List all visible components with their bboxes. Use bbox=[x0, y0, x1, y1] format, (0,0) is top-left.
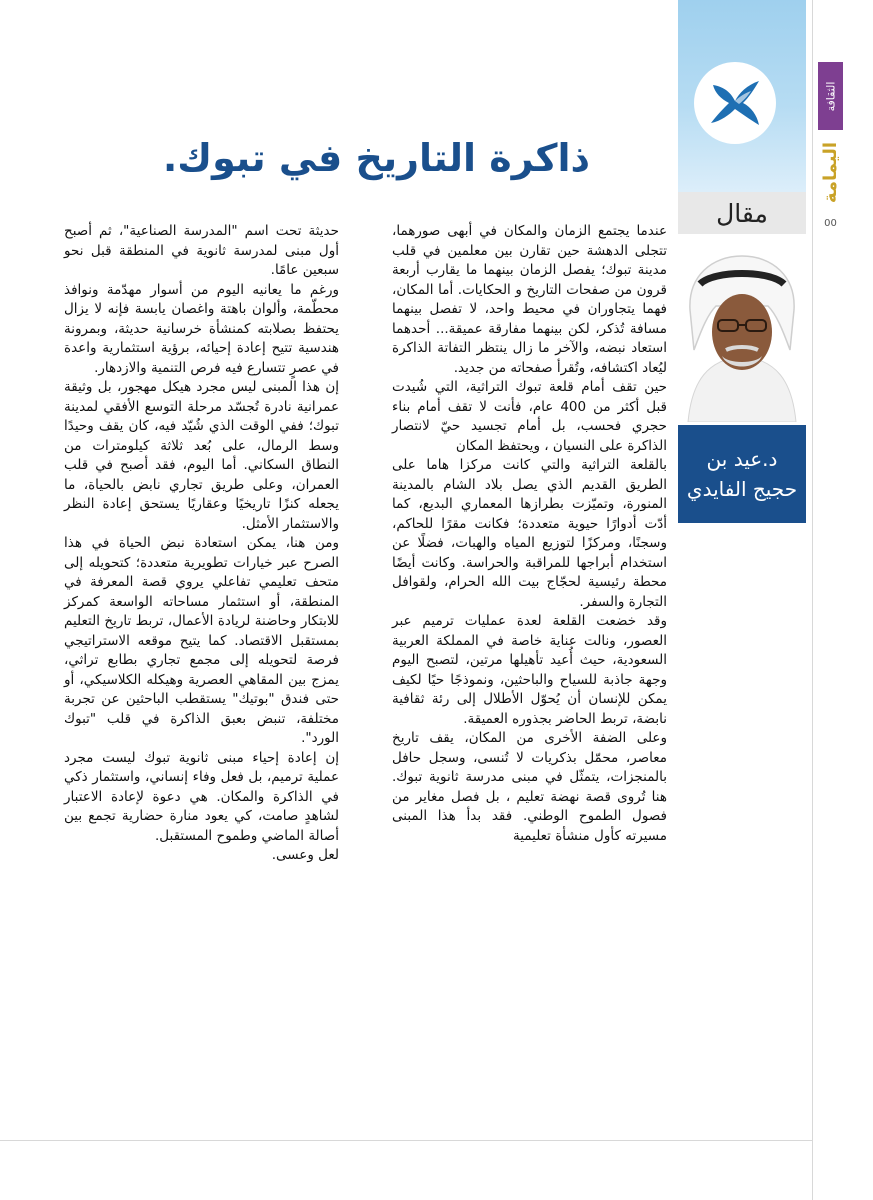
page-edge-line bbox=[812, 0, 813, 1200]
paragraph: ورغم ما يعانيه اليوم من أسوار مهدّمة ونوافذ محطّمة، وألوان باهتة واغصان يابسة فإنه لا يزال يحتفظ بصلابته كمنشأة خرسانية حديثة، وبمرونة هندسية تتيح إعادة إحيائه، برؤية استثمارية واعدة في عصرٍ تتسارع فيه فرص التنمية والازدهار. bbox=[64, 281, 339, 376]
section-tab-label: الثقافة bbox=[824, 81, 837, 111]
paragraph: حين تقف أمام قلعة تبوك التراثية، التي شُيدت قبل أكثر من 400 عام، فأنت لا تقف أمام بناء حجري فحسب، بل أمام تجسيد حيّ لانتصار الذاكرة على النسيان ، ويحتفظ المكان bbox=[392, 379, 667, 454]
author-name: د.عيد بن حجيج الفايدي bbox=[686, 447, 798, 501]
paragraph: وعلى الضفة الأخرى من المكان، يقف تاريخ معاصر، محمّل بذكريات لا تُنسى، وسجل حافل بالمنجزات، يتمثّل في مبنى مدرسة ثانوية تبوك. هنا تُروى قصة نهضة تعليم ، بل فصل مغاير من فصول الطموح الوطني. فقد بدأ هذا المبنى مسيرته كأول منشأة تعليمية bbox=[392, 730, 667, 844]
stylized-bird-icon bbox=[705, 73, 765, 133]
category-box bbox=[678, 192, 806, 234]
article-title: ذاكرة التاريخ في تبوك. bbox=[162, 136, 590, 180]
paragraph: إن هذا المبنى ليس مجرد هيكل مهجور، بل وثيقة عمرانية نادرة تُجسّد مرحلة التوسع الأفقي لمدينة تبوك؛ ففي الوقت الذي شُيّد فيه، كان يقف وحيدًا وسط الرمال، على بُعد ثلاثة كيلومترات من النطاق السكاني. أما اليوم، فقد أصبح في قلب العمران، وعلى طريق تجاري نابض بالحياة، ما يجعله كنزًا تاريخيًا وعقاريًا يستحق إعادة النظر والاستثمار الأمثل. bbox=[64, 379, 339, 532]
paragraph: وقد خضعت القلعة لعدة عمليات ترميم عبر العصور، ونالت عناية خاصة في المملكة العربية السعودية، حيث أُعيد تأهيلها مرتين، لتصبح اليوم وجهة جاذبة للسياح والباحثين، ونموذجًا حيًا لكيف يمكن للإنسان أن يُحوّل الأطلال إلى رئة ثقافية نابضة، تربط الحاضر بجذوره العميقة. bbox=[392, 613, 667, 727]
magazine-brand bbox=[818, 134, 843, 210]
category-label: مقال bbox=[716, 198, 768, 228]
page-bottom-line bbox=[0, 1140, 813, 1141]
article-column-right bbox=[392, 222, 667, 846]
page-number: 00 bbox=[824, 218, 837, 229]
author-portrait bbox=[678, 240, 806, 422]
author-name-box bbox=[678, 425, 806, 523]
author-photo bbox=[678, 240, 806, 422]
paragraph: حديثة تحت اسم "المدرسة الصناعية"، ثم أصبح أول مبنى لمدرسة ثانوية في المنطقة قبل نحو سبعين عامًا. bbox=[64, 223, 339, 278]
paragraph: إن إعادة إحياء مبنى ثانوية تبوك ليست مجرد عملية ترميم، بل فعل وفاء إنساني، واستثمار ذكي في الذاكرة والمكان. هي دعوة لإعادة الاعتبار لشاهدٍ صامت، كي يعود منارة حضارية تجمع بين أصالة الماضي وطموح المستقبل. bbox=[64, 749, 339, 844]
paragraph: بالقلعة التراثية والتي كانت مركزا هاما على الطريق القديم الذي يصل بلاد الشام بالمدينة المنورة، وتميّزت بطرازها المعماري البديع، كما أدّت أدوارًا حيوية متعددة؛ فكانت مقرًا للحاكم، وسجنًا، ومركزًا لتوزيع المياه والهبات، فضلًا عن استخدام أبراجها للمراقبة والحراسة. وكانت أيضًا محطة رئيسية لحجّاج بيت الله الحرام، ولقوافل التجارة والسفر. bbox=[392, 457, 667, 610]
paragraph: عندما يجتمع الزمان والمكان في أبهى صورهما، تتجلى الدهشة حين تقارن بين معلمين في قلب مدينة تبوك؛ يفصل الزمان بينهما ما يقارب أربعة قرون من صفحات التاريخ و الحكايات. أما المكان، فهما يتجاوران في محيط واحد، لا تفصل بينهما مسافة تُذكر، لكن بينهما مفارقة عميقة... أحدهما استعاد نبضه، والآخر ما زال ينتظر التفاتة الذاكرة ليُعاد اكتشافه، وتُقرأ صفحاته من جديد. bbox=[392, 223, 667, 376]
paragraph: لعل وعسى. bbox=[271, 847, 339, 863]
logo-badge bbox=[694, 62, 776, 144]
section-tab bbox=[818, 62, 843, 130]
magazine-brand-label: اليمامة bbox=[819, 141, 841, 203]
article-column-left bbox=[64, 222, 339, 866]
paragraph: ومن هنا، يمكن استعادة نبض الحياة في هذا الصرح عبر خيارات تطويرية متعددة؛ كتحويله إلى متحف تعليمي تفاعلي يروي قصة المعرفة في المنطقة، أو استثمار مساحاته الواسعة كمركز للابتكار وحاضنة لريادة الأعمال، تربط تاريخ التعليم بمستقبل الاقتصاد. كما يتيح موقعه الاستراتيجي فرصة لتحويله إلى مجمع تجاري بطابع تراثي، يمزج بين المقاهي العصرية وهيكله الكلاسيكي، أو حتى فندق "بوتيك" يستقطب الباحثين عن تجربة مختلفة، تنبض بعبق الذاكرة في قلب "تبوك الورد". bbox=[64, 535, 339, 746]
